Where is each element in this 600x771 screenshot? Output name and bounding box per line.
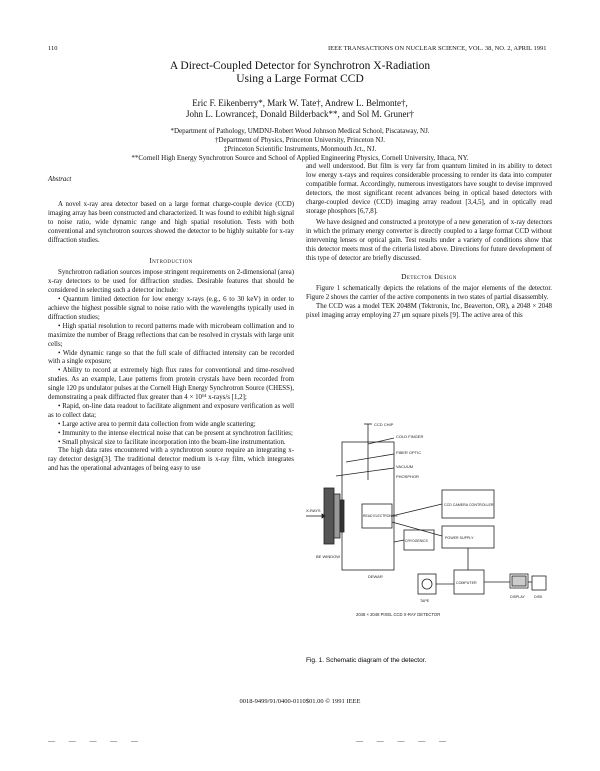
intro-bullet-3: • Wide dynamic range so that the full scale of diffracted intensity can be recorded with a single exposure; <box>48 349 294 366</box>
affiliation-3: ‡Princeton Scientific Instruments, Monmouth Jct., NJ. <box>223 145 377 153</box>
right-paragraph-4: The CCD was a model TEK 2048M (Tektronix, Inc, Beaverton, OR), a 2048 × 2048 pixel imaging array employing 27 μm square pixels [9]. The active area of this <box>306 302 552 319</box>
right-paragraph-3: Figure 1 schematically depicts the relations of the major elements of the detector. Figure 2 shows the carrier of the active components in two states of partial disassembly. <box>306 284 552 301</box>
authors-line-1: Eric F. Eikenberry*, Mark W. Tate†, Andrew L. Belmonte†, <box>192 98 408 108</box>
intro-bullet-2: • High spatial resolution to record patterns made with microbeam collimation and to maximize the number of Bragg reflections that can be resolved in crystals with large unit cells; <box>48 322 294 348</box>
label-vacuum: VACUUM <box>396 464 414 469</box>
detector-design-heading: Detector Design <box>401 271 457 281</box>
left-column <box>48 176 294 474</box>
figure-1-caption: Fig. 1. Schematic diagram of the detector. <box>306 657 427 664</box>
figure-1-schematic <box>306 418 552 670</box>
right-column <box>306 163 552 321</box>
intro-bullet-8: • Small physical size to facilitate incorporation into the beam-line instrumentation. <box>58 438 286 446</box>
label-disk: DISK <box>534 595 543 599</box>
label-computer: COMPUTER <box>456 581 477 585</box>
page-number: 110 <box>48 45 58 52</box>
label-cryogenics: CRYOGENICS <box>405 539 428 543</box>
running-header: IEEE TRANSACTIONS ON NUCLEAR SCIENCE, VOL. 38, NO. 2, APRIL 1991 <box>328 45 547 52</box>
intro-bullet-4: • Ability to record at extremely high flux rates for conventional and time-resolved studies. As an example, Laue patterns from protein crystals have been recorded from single 120 ps undulator pulses at the Cornell High Energy Synchrotron Source (CHESS), demonstrating a peak diffracted flux greater than 4 × 10¹⁴ x-rays/s [1,2]; <box>48 367 294 402</box>
label-phosphor: PHOSPHOR <box>396 474 419 479</box>
right-paragraph-2: We have designed and constructed a prototype of a new generation of x-ray detectors in which the primary energy converter is directly coupled to a large format CCD without intervening lenses or optical gain. Test results under a variety of conditions show that this detector meets most of the criteria listed above. Directions for future development of this type of detector are briefly discussed. <box>306 219 552 263</box>
intro-paragraph-2: The high data rates encountered with a synchrotron source require an integrating x-ray detector design[3]. The traditional detector medium is x-ray film, which integrates and has the operational advantages of being easy to use <box>48 447 294 473</box>
title-line-1: A Direct-Coupled Detector for Synchrotron X-Radiation <box>169 60 431 72</box>
label-be-window: BE WINDOW <box>316 554 340 559</box>
affiliations <box>0 127 600 163</box>
bottom-margin-marks-right: — — — — — <box>356 737 452 745</box>
disk-drive <box>532 576 546 590</box>
label-dewar: DEWAR <box>368 574 383 579</box>
author-list <box>0 98 600 120</box>
label-readout: READ ELECTRONICS <box>363 514 398 518</box>
label-tape: TAPE <box>420 599 430 603</box>
affiliation-4: **Cornell High Energy Synchrotron Source and School of Applied Engineering Physics, Cornell University, Ithaca, NY. <box>131 154 469 162</box>
bottom-margin-marks: — — — — — <box>48 737 144 745</box>
label-ccd-chip: CCD CHIP <box>374 422 394 427</box>
intro-bullet-6: • Large active area to permit data collection from wide angle scattering; <box>58 420 256 428</box>
tape-drive <box>418 574 436 594</box>
figure-inner-caption: 2048 × 2048 PIXEL CCD X-RAY DETECTOR <box>356 612 441 617</box>
intro-bullet-1: • Quantum limited detection for low energy x-rays (e.g., 6 to 30 keV) in order to achieve the highest possible signal to noise ratio with the wavelengths typically used in diffraction studies; <box>48 296 294 321</box>
intro-bullet-7: • Immunity to the intense electrical noise that can be present at synchrotron facilities; <box>58 429 293 437</box>
label-xrays: X-RAYS <box>306 508 321 513</box>
intro-bullet-5: • Rapid, on-line data readout to facilitate alignment and exposure verification as well as to collect data; <box>48 402 294 419</box>
title-line-2: Using a Large Format CCD <box>236 73 364 85</box>
abstract-text: A novel x-ray area detector based on a large format charge-couple device (CCD) imaging array has been constructed and characterized. It was found to exhibit high signal to noise ratio, wide dynamic range and high spatial resolution. Tests with both conventional and synchrotron sources showed the detector to be highly suitable for x-ray diffraction studies. <box>48 200 294 244</box>
affiliation-1: *Department of Pathology, UMDNJ-Robert Wood Johnson Medical School, Piscataway, NJ. <box>170 127 430 135</box>
label-camera-controller: CCD CAMERA CONTROLLER <box>444 503 494 507</box>
paper-title <box>0 60 600 86</box>
label-cold-finger: COLD FINGER <box>396 434 424 439</box>
label-display: DISPLAY <box>510 595 525 599</box>
intro-paragraph-1: Synchrotron radiation sources impose stringent requirements on 2-dimensional (area) x-ray detectors to be used for diffraction studies. Desirable features that should be considered in selecting such a detector include: <box>48 269 294 295</box>
abstract-heading: Abstract <box>48 176 72 183</box>
affiliation-2: †Department of Physics, Princeton University, Princeton NJ. <box>214 136 386 144</box>
authors-line-2: John L. Lowrance‡, Donald Bilderback**, and Sol M. Gruner† <box>186 109 414 119</box>
label-fiber-optic: FIBER OPTIC <box>396 450 422 455</box>
copyright-line: 0018-9499/91/0400-0110$01.00 © 1991 IEEE <box>239 698 361 705</box>
label-power-supply: POWER SUPPLY <box>445 536 474 540</box>
right-paragraph-1: and well understood. But film is very far from quantum limited in its ability to detect low energy x-rays and requires considerable processing to render its data into computer compatible format. Accordingly, numerous investigators have sought to devise improved detectors, the most significant recent advances being in optical based detectors with charge-coupled device (CCD) imaging array readout [3,4,5], and in optically read storage phosphors [6,7,8]. <box>306 163 552 215</box>
introduction-heading: Introduction <box>149 256 193 266</box>
